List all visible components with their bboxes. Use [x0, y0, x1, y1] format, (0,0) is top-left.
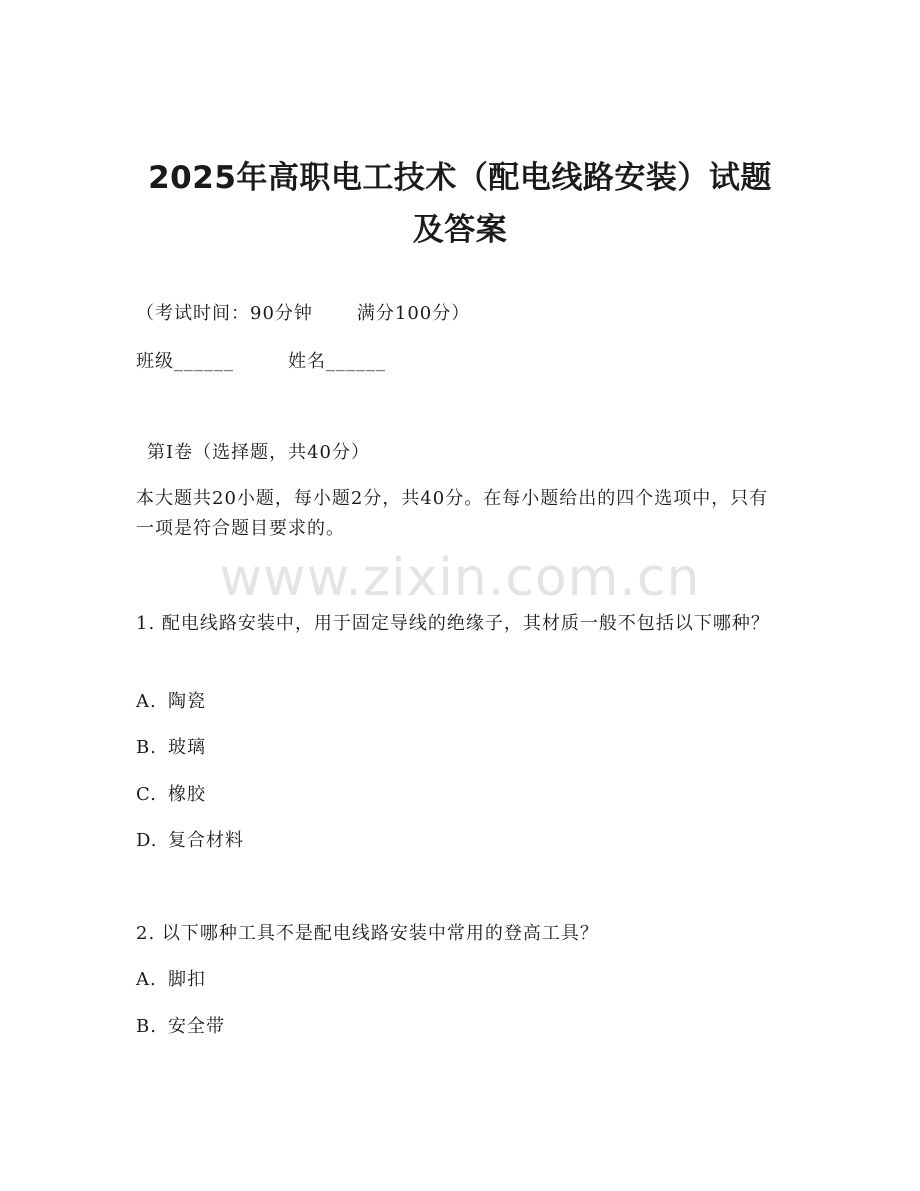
question-1-stem: 1. 配电线路安装中，用于固定导线的绝缘子，其材质一般不包括以下哪种？ [136, 613, 770, 634]
option-letter: B. [136, 1016, 157, 1037]
question-1-option-d [136, 829, 244, 853]
question-2-option-b [136, 1015, 225, 1039]
title-line-2: 及答案 [412, 212, 508, 248]
student-fields [136, 350, 386, 374]
option-letter: A. [136, 691, 157, 712]
option-text: 安全带 [168, 1016, 225, 1037]
name-field: 姓名______ [288, 351, 386, 372]
class-field: 班级______ [136, 351, 234, 372]
option-letter: A. [136, 969, 157, 990]
option-text: 复合材料 [168, 830, 244, 851]
section-heading: 第Ⅰ卷（选择题，共40分） [147, 442, 371, 463]
option-letter: B. [136, 737, 157, 758]
option-text: 陶瓷 [168, 691, 206, 712]
exam-info [136, 302, 470, 326]
option-text: 橡胶 [168, 784, 206, 805]
option-text: 玻璃 [168, 737, 206, 758]
document-title [120, 152, 800, 256]
question-1-option-b [136, 736, 206, 760]
full-score: 满分100分） [356, 303, 471, 324]
option-text: 脚扣 [168, 969, 206, 990]
option-letter: C. [136, 784, 157, 805]
watermark: www.zixin.com.cn [219, 548, 701, 608]
question-1-option-a [136, 690, 206, 714]
section-instructions: 本大题共20小题，每小题2分，共40分。在每小题给出的四个选项中，只有一项是符合题目要求的。 [136, 488, 769, 539]
question-2-stem: 2. 以下哪种工具不是配电线路安装中常用的登高工具？ [136, 923, 599, 944]
option-letter: D. [136, 830, 158, 851]
question-2-option-a [136, 968, 206, 992]
question-1-option-c [136, 783, 206, 807]
exam-time: （考试时间：90分钟 [136, 303, 313, 324]
title-line-1: 2025年高职电工技术（配电线路安装）试题 [148, 160, 772, 196]
